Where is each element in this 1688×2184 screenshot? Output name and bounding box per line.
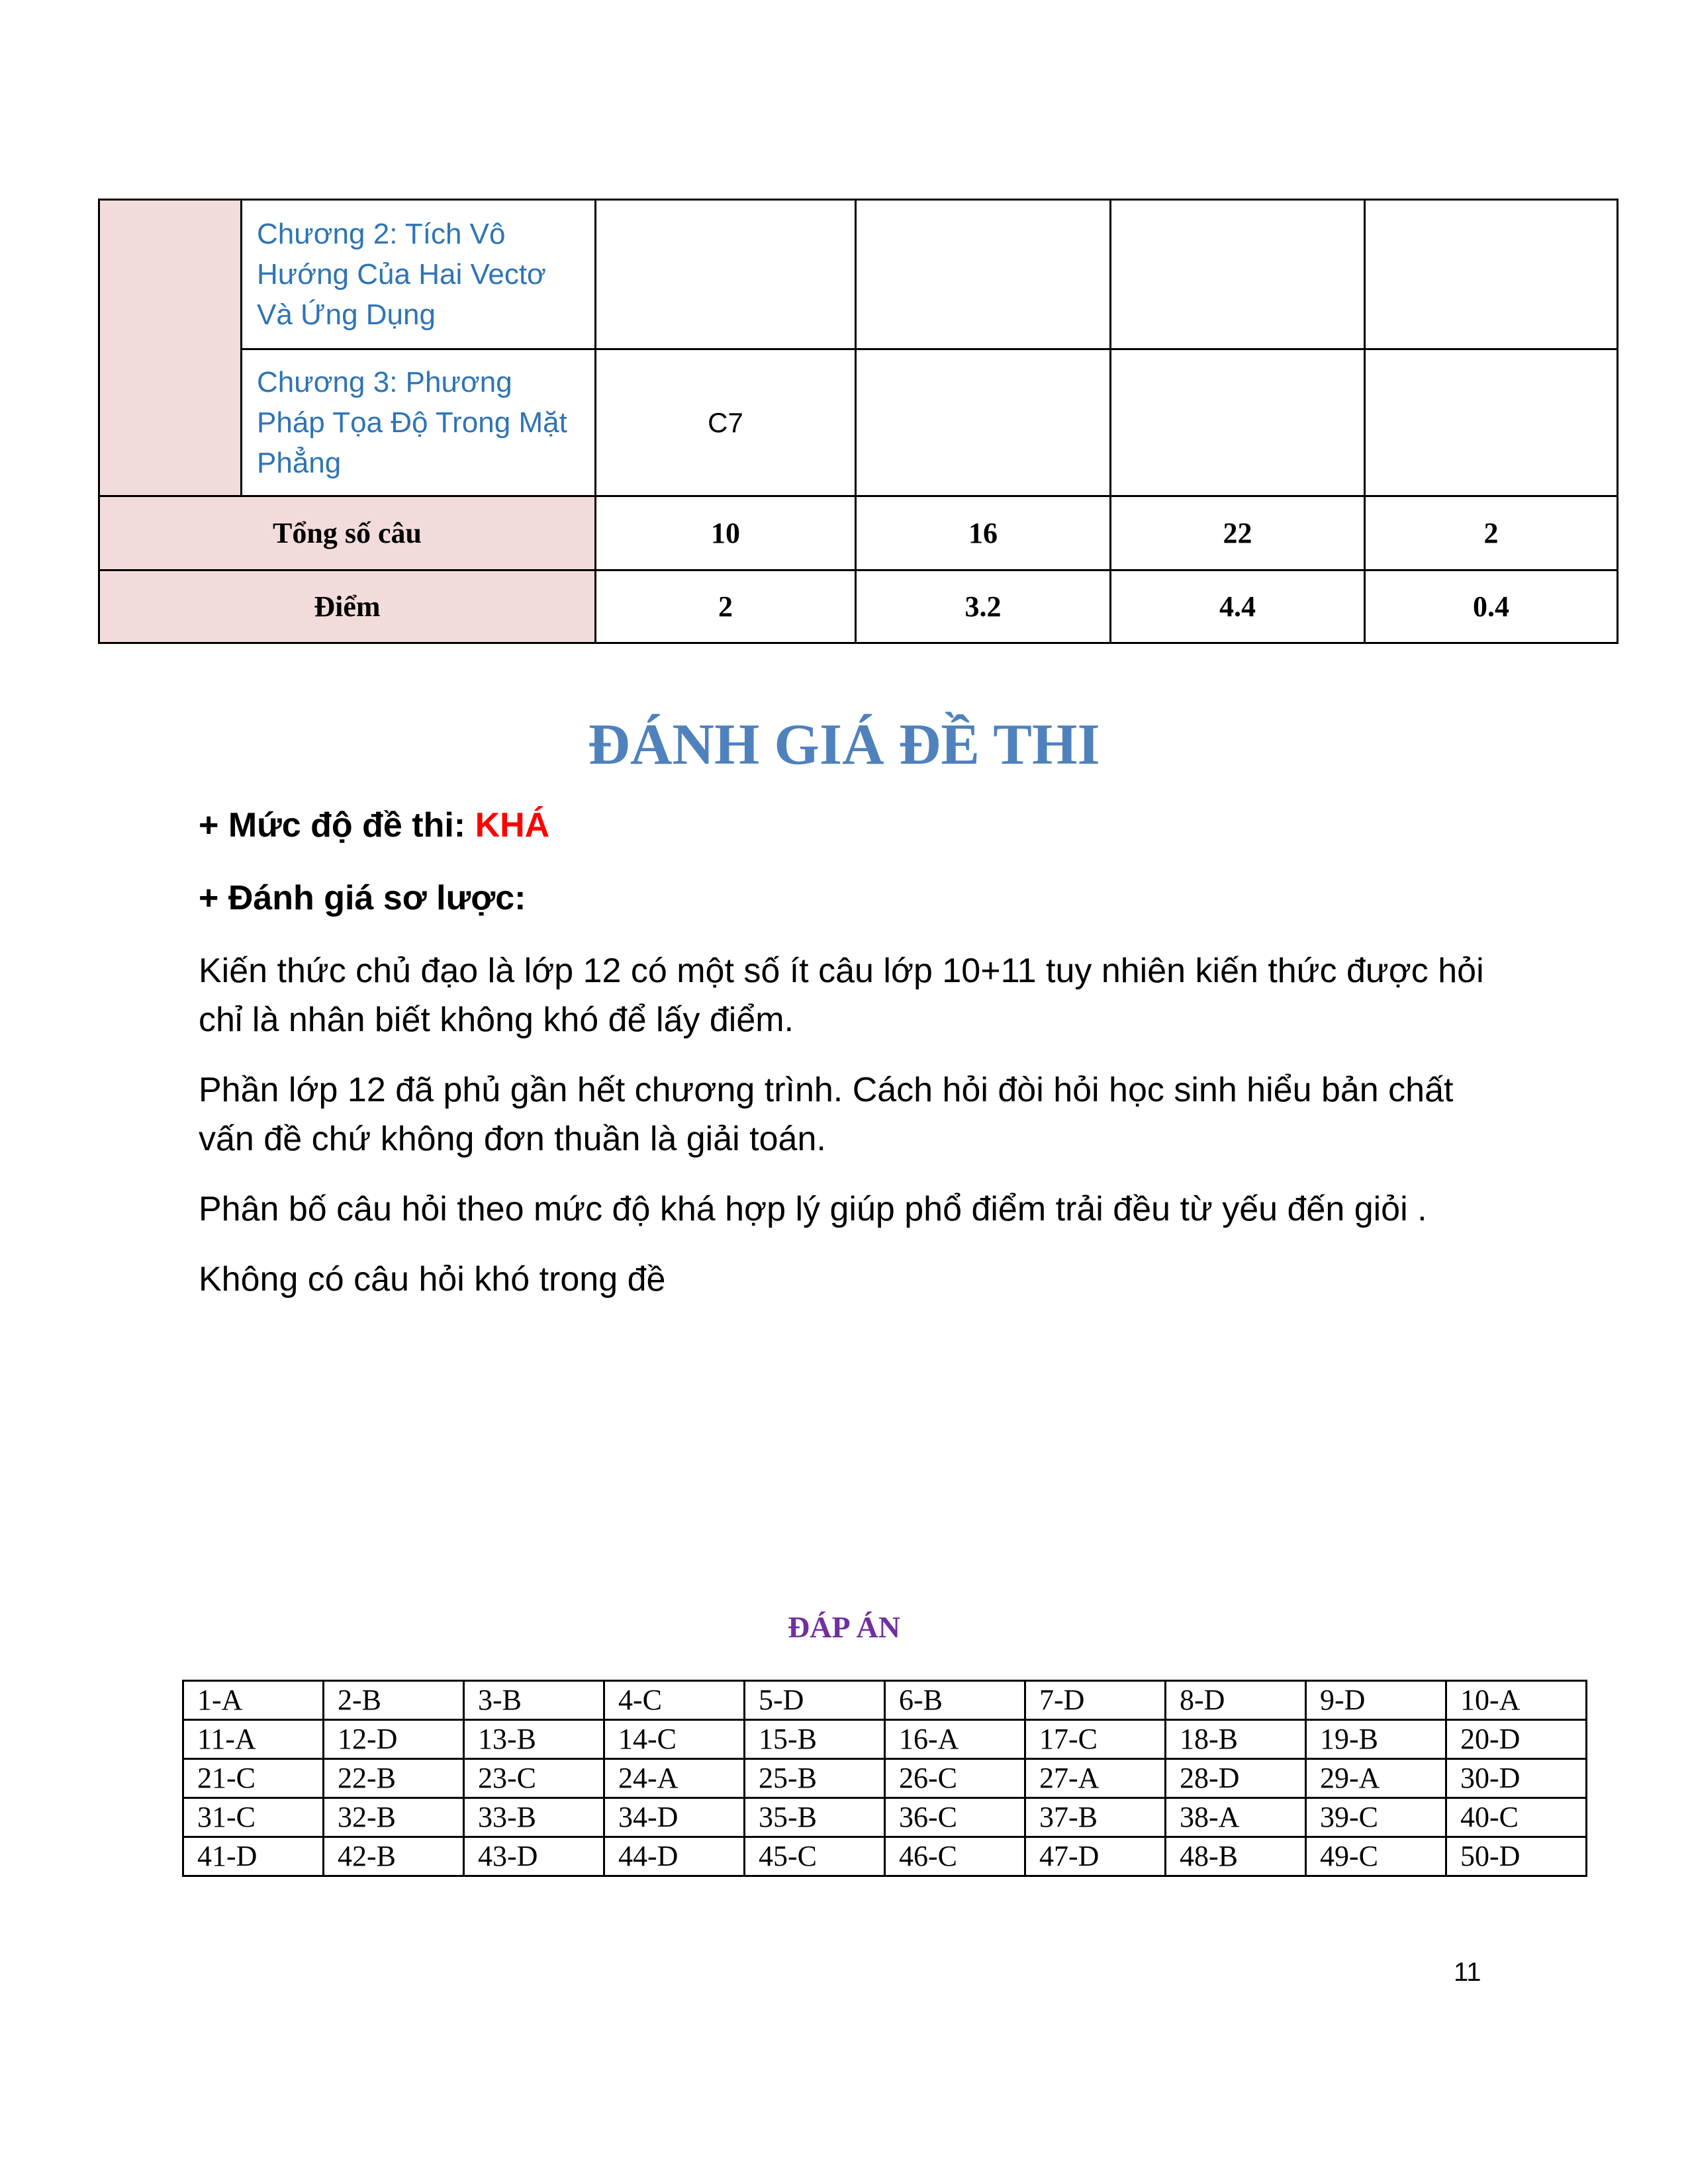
answer-cell: 37-B	[1025, 1798, 1166, 1837]
answer-cell: 17-C	[1025, 1720, 1166, 1759]
total-questions-label: Tổng số câu	[99, 496, 596, 570]
evaluation-title: ĐÁNH GIÁ ĐỀ THI	[588, 713, 1100, 777]
matrix-cell	[1365, 349, 1618, 496]
answer-row	[183, 1720, 1587, 1759]
answer-cell: 41-D	[183, 1837, 324, 1876]
answer-cell: 10-A	[1446, 1681, 1587, 1720]
answer-cell: 15-B	[745, 1720, 885, 1759]
answer-cell: 44-D	[604, 1837, 745, 1876]
answer-cell: 9-D	[1306, 1681, 1446, 1720]
answer-cell: 22-B	[324, 1759, 464, 1798]
answer-row	[183, 1681, 1587, 1720]
answer-cell: 40-C	[1446, 1798, 1587, 1837]
answer-cell: 38-A	[1166, 1798, 1306, 1837]
answer-cell: 12-D	[324, 1720, 464, 1759]
answer-cell: 14-C	[604, 1720, 745, 1759]
answer-cell: 48-B	[1166, 1837, 1306, 1876]
answer-cell: 25-B	[745, 1759, 885, 1798]
chapter-3-level1-cell: C7	[596, 349, 856, 496]
evaluation-paragraph: Phần lớp 12 đã phủ gần hết chương trình. Cách hỏi đòi hỏi học sinh hiểu bản chất vấn đề chứ không đơn thuần là giải toán.	[199, 1071, 1454, 1158]
answer-cell: 28-D	[1166, 1759, 1306, 1798]
answer-cell: 1-A	[183, 1681, 324, 1720]
score-level-4: 0.4	[1365, 570, 1618, 643]
answer-cell: 13-B	[464, 1720, 604, 1759]
answer-cell: 49-C	[1306, 1837, 1446, 1876]
matrix-cell	[1365, 200, 1618, 349]
answer-cell: 39-C	[1306, 1798, 1446, 1837]
answer-cell: 31-C	[183, 1798, 324, 1837]
answer-cell: 5-D	[745, 1681, 885, 1720]
matrix-cell	[596, 200, 856, 349]
score-label: Điểm	[99, 570, 596, 643]
answer-cell: 23-C	[464, 1759, 604, 1798]
answer-cell: 30-D	[1446, 1759, 1587, 1798]
difficulty-label: + Mức độ đề thi:	[199, 806, 466, 844]
difficulty-line	[199, 801, 1489, 850]
answer-cell: 47-D	[1025, 1837, 1166, 1876]
answer-row	[183, 1837, 1587, 1876]
answer-cell: 11-A	[183, 1720, 324, 1759]
answer-cell: 2-B	[324, 1681, 464, 1720]
answer-cell: 16-A	[885, 1720, 1025, 1759]
answer-key-table	[182, 1680, 1587, 1877]
answer-cell: 6-B	[885, 1681, 1025, 1720]
answer-cell: 20-D	[1446, 1720, 1587, 1759]
matrix-cell	[1111, 349, 1365, 496]
evaluation-paragraph: Phân bố câu hỏi theo mức độ khá hợp lý giúp phổ điểm trải đều từ yếu đến giỏi .	[199, 1190, 1427, 1228]
answer-cell: 29-A	[1306, 1759, 1446, 1798]
answer-cell: 19-B	[1306, 1720, 1446, 1759]
matrix-row-chapter2	[99, 200, 1618, 349]
answer-cell: 36-C	[885, 1798, 1025, 1837]
matrix-row-score	[99, 570, 1618, 643]
matrix-table	[98, 199, 1618, 644]
answer-cell: 8-D	[1166, 1681, 1306, 1720]
chapter-3-label: Chương 3: Phương Pháp Tọa Độ Trong Mặt Phẳng	[242, 349, 596, 496]
score-level-3: 4.4	[1111, 570, 1365, 643]
matrix-cell	[856, 200, 1111, 349]
score-level-1: 2	[596, 570, 856, 643]
answer-cell: 34-D	[604, 1798, 745, 1837]
answer-cell: 42-B	[324, 1837, 464, 1876]
matrix-cell	[856, 349, 1111, 496]
answer-cell: 7-D	[1025, 1681, 1166, 1720]
answer-cell: 50-D	[1446, 1837, 1587, 1876]
answer-cell: 46-C	[885, 1837, 1025, 1876]
answer-row	[183, 1798, 1587, 1837]
answer-cell: 32-B	[324, 1798, 464, 1837]
answer-cell: 26-C	[885, 1759, 1025, 1798]
answer-row	[183, 1759, 1587, 1798]
evaluation-paragraph: Kiến thức chủ đạo là lớp 12 có một số ít câu lớp 10+11 tuy nhiên kiến thức được hỏi chỉ là nhân biết không khó để lấy điểm.	[199, 952, 1484, 1039]
answer-cell: 3-B	[464, 1681, 604, 1720]
answer-cell: 33-B	[464, 1798, 604, 1837]
matrix-row-chapter3	[99, 349, 1618, 496]
total-level-4: 2	[1365, 496, 1618, 570]
answer-cell: 35-B	[745, 1798, 885, 1837]
matrix-cell	[1111, 200, 1365, 349]
matrix-row-total	[99, 496, 1618, 570]
difficulty-value: KHÁ	[475, 806, 550, 844]
answer-cell: 18-B	[1166, 1720, 1306, 1759]
answer-cell: 21-C	[183, 1759, 324, 1798]
evaluation-paragraph: Không có câu hỏi khó trong đề	[199, 1260, 666, 1298]
answer-cell: 45-C	[745, 1837, 885, 1876]
page-number: 11	[1454, 1958, 1481, 1987]
answer-cell: 43-D	[464, 1837, 604, 1876]
answer-cell: 24-A	[604, 1759, 745, 1798]
grade-cell	[99, 200, 242, 496]
overview-label: + Đánh giá sơ lược:	[199, 879, 526, 917]
answer-cell: 4-C	[604, 1681, 745, 1720]
answer-cell: 27-A	[1025, 1759, 1166, 1798]
answer-key-title: ĐÁP ÁN	[788, 1610, 900, 1644]
score-level-2: 3.2	[856, 570, 1111, 643]
chapter-2-label: Chương 2: Tích Vô Hướng Của Hai Vectơ Và Ứng Dụng	[242, 200, 596, 349]
evaluation-body	[199, 801, 1489, 1325]
total-level-1: 10	[596, 496, 856, 570]
total-level-3: 22	[1111, 496, 1365, 570]
total-level-2: 16	[856, 496, 1111, 570]
